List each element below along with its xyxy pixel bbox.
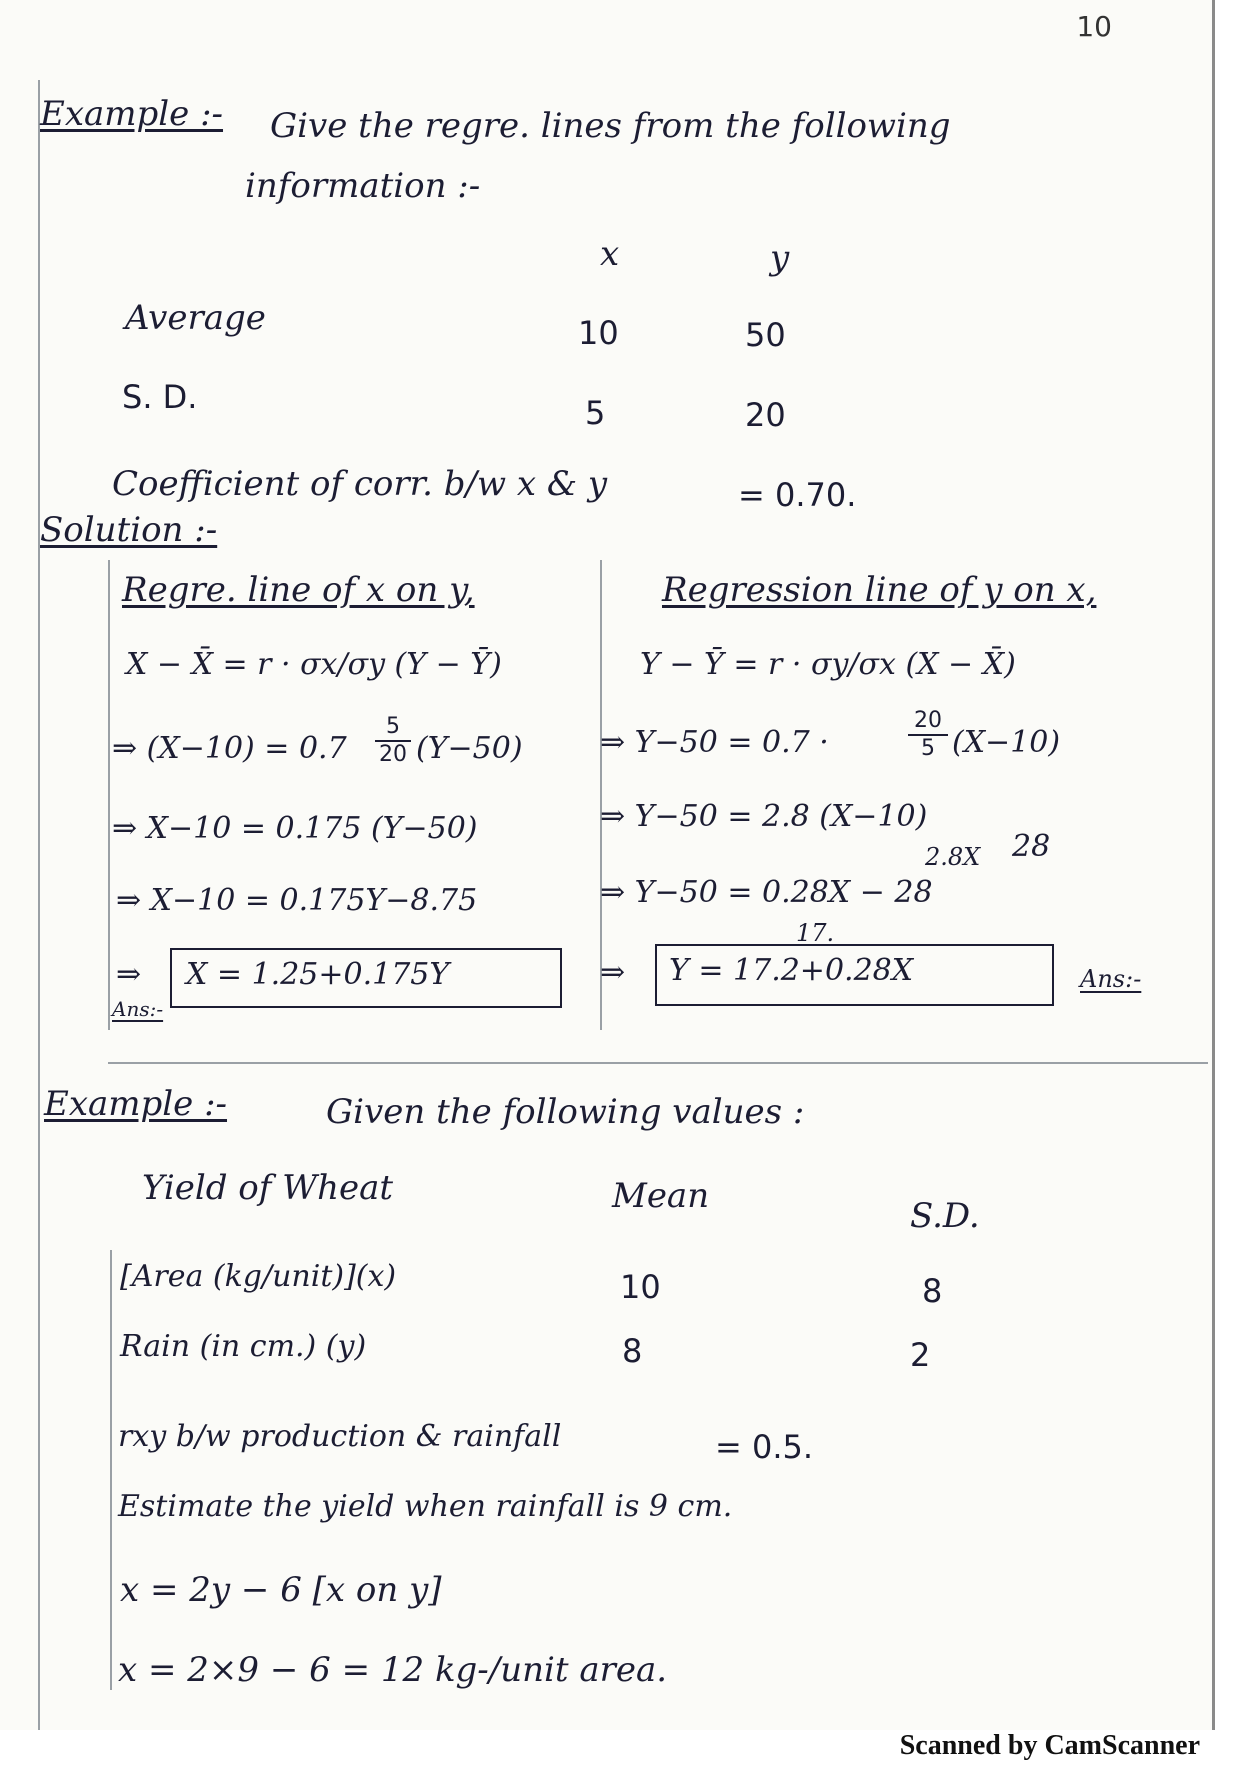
example2-row2-label: Rain (in cm.) (y) [120, 1329, 367, 1364]
right-eq3-note1: 2.8X [925, 843, 981, 871]
example2-step1: x = 2y − 6 [x on y] [120, 1570, 442, 1610]
left-eq2-denominator: 20 [379, 742, 407, 767]
example1-row2-x: 5 [585, 394, 606, 432]
left-eq2-post: (Y−50) [416, 731, 523, 766]
example1-col-x: x [600, 234, 620, 274]
example2-column-rule [110, 1250, 112, 1690]
section-divider [108, 1062, 1208, 1064]
right-eq2-numerator: 20 [914, 708, 942, 733]
example1-row2-label: S. D. [122, 378, 198, 416]
example2-prompt: Given the following values : [326, 1092, 805, 1132]
example1-row1-x: 10 [578, 314, 619, 352]
example1-row2-y: 20 [745, 396, 786, 434]
example2-row2-sd: 2 [910, 1336, 931, 1374]
example2-corr-text: rxy b/w production & rainfall [118, 1419, 562, 1454]
margin-line [38, 80, 40, 1730]
right-eq1: Y − Ȳ = r · σy/σx (X − X̄) [640, 647, 1016, 682]
example2-step2: x = 2×9 − 6 = 12 kg-/unit area. [118, 1650, 668, 1690]
example2-corr-value: = 0.5. [715, 1428, 814, 1466]
example1-row1-label: Average [125, 298, 266, 338]
left-ans-label: Ans:- [112, 997, 164, 1021]
example2-row2-mean: 8 [622, 1332, 643, 1370]
left-eq2-pre: ⇒ (X−10) = 0.7 [112, 731, 347, 766]
right-eq4-note: 17. [796, 919, 835, 947]
example1-prompt-line1: Give the regre. lines from the following [270, 106, 951, 146]
left-eq2-numerator: 5 [386, 714, 400, 739]
left-answer: X = 1.25+0.175Y [186, 957, 450, 992]
left-answer-box [170, 948, 562, 1008]
example2-col-mean: Mean [612, 1176, 710, 1216]
right-eq4: ⇒ Y−50 = 0.28X − 28 [600, 875, 933, 910]
right-answer-box [655, 944, 1054, 1006]
left-eq4: ⇒ X−10 = 0.175Y−8.75 [116, 883, 478, 918]
example2-row1-mean: 10 [620, 1268, 661, 1306]
right-answer: Y = 17.2+0.28X [669, 953, 914, 988]
right-eq3: ⇒ Y−50 = 2.8 (X−10) [600, 799, 928, 834]
example2-heading: Example :- [44, 1084, 228, 1124]
example2-row1-label: [Area (kg/unit)](x) [120, 1259, 397, 1294]
scanner-watermark: Scanned by CamScanner [899, 1730, 1200, 1761]
left-eq1: X − X̄ = r · σx/σy (Y − Ȳ) [126, 647, 502, 682]
right-eq2-denominator: 5 [921, 736, 935, 761]
left-eq3: ⇒ X−10 = 0.175 (Y−50) [112, 811, 478, 846]
example2-col-sd: S.D. [910, 1196, 980, 1236]
right-eq2-pre: ⇒ Y−50 = 0.7 · [600, 725, 829, 760]
example1-corr-value: = 0.70. [738, 476, 857, 514]
left-eq2-fraction [375, 716, 411, 766]
right-eq2-post: (X−10) [952, 725, 1061, 760]
page-number: 10 [1076, 10, 1112, 43]
example2-row1-sd: 8 [922, 1272, 943, 1310]
left-title: Regre. line of x on y, [122, 570, 475, 610]
example1-corr-text: Coefficient of corr. b/w x & y [112, 464, 608, 504]
right-eq3-note2: 28 [1012, 829, 1051, 864]
example2-estimate: Estimate the yield when rainfall is 9 cm. [118, 1489, 733, 1524]
right-eq2-fraction [908, 710, 948, 760]
example1-prompt-line2: information :- [245, 166, 481, 206]
solution-heading: Solution :- [40, 510, 218, 550]
right-arrow: ⇒ [600, 955, 626, 990]
left-column-rule [108, 560, 110, 1030]
example2-col-label: Yield of Wheat [142, 1168, 394, 1208]
example1-heading: Example :- [40, 94, 224, 134]
example1-col-y: y [770, 238, 790, 278]
left-arrow: ⇒ [116, 957, 142, 992]
right-ans-label: Ans:- [1080, 965, 1142, 993]
example1-row1-y: 50 [745, 316, 786, 354]
right-title: Regression line of y on x, [662, 570, 1097, 610]
